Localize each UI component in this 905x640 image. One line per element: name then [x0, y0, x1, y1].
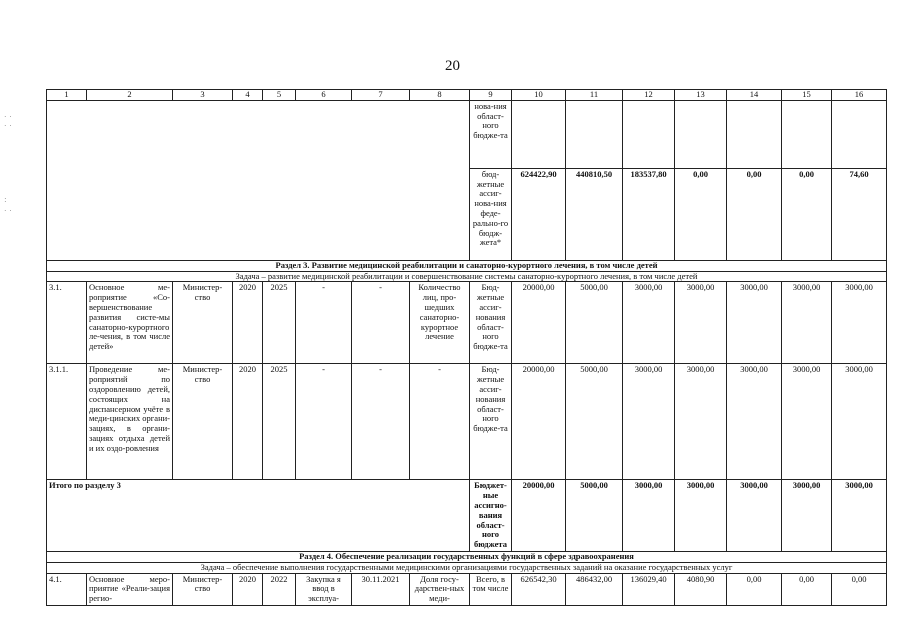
value-cell: 3000,00 [623, 282, 675, 364]
source-cell: Всего, в том числе [470, 573, 512, 605]
task-row [47, 271, 887, 282]
end-year: 2025 [263, 282, 296, 364]
col-header: 12 [623, 90, 675, 101]
value-cell: 440810,50 [566, 168, 623, 260]
executor: Министер-ство [173, 282, 233, 364]
col-header: 14 [727, 90, 782, 101]
value-cell: 3000,00 [675, 480, 727, 552]
col-header: 3 [173, 90, 233, 101]
col6-cell: - [296, 364, 352, 480]
value-cell: 0,00 [727, 168, 782, 260]
total-label: Итого по разделу 3 [47, 480, 470, 552]
col-header: 2 [87, 90, 173, 101]
section-4-title: Раздел 4. Обеспечение реализации государственных функций в сфере здравоохранения [47, 551, 887, 562]
value-cell: 3000,00 [782, 364, 832, 480]
value-cell: 3000,00 [832, 480, 887, 552]
source-cell: Бюд-жетные ассиг-нования област-ного бюдже-та [470, 364, 512, 480]
table-row [47, 573, 887, 605]
value-cell: 5000,00 [566, 282, 623, 364]
source-cell: бюд-жетные ассиг-нова-ния феде-рально-го бюдж-жета* [470, 168, 512, 260]
source-cell: нова-ния област-ного бюдже-та [470, 100, 512, 168]
source-cell: Бюджет-ные ассигно-вания област-ного бюджета [470, 480, 512, 552]
table-row [47, 100, 887, 168]
value-cell: 3000,00 [832, 364, 887, 480]
value-cell: 0,00 [782, 573, 832, 605]
start-year: 2020 [233, 573, 263, 605]
table-row [47, 364, 887, 480]
col7-cell: 30.11.2021 [352, 573, 410, 605]
value-cell: 626542,30 [512, 573, 566, 605]
section-title-row [47, 260, 887, 271]
value-cell: 0,00 [675, 168, 727, 260]
value-cell: 5000,00 [566, 364, 623, 480]
page-number: 20 [445, 58, 460, 74]
executor: Министер-ство [173, 573, 233, 605]
task-row [47, 562, 887, 573]
value-cell: 0,00 [727, 573, 782, 605]
col-header: 4 [233, 90, 263, 101]
value-cell: 3000,00 [832, 282, 887, 364]
end-year: 2025 [263, 364, 296, 480]
value-cell: 136029,40 [623, 573, 675, 605]
value-cell: 20000,00 [512, 282, 566, 364]
value-cell: 4080,90 [675, 573, 727, 605]
value-cell: 3000,00 [623, 480, 675, 552]
value-cell: 624422,90 [512, 168, 566, 260]
value-cell: 3000,00 [727, 282, 782, 364]
scan-mark: : . . [4, 195, 12, 213]
value-cell: 3000,00 [727, 480, 782, 552]
start-year: 2020 [233, 364, 263, 480]
measure-name: Проведение ме-роприятий по оздоровлению детей, состоящих на диспансерном учёте в меди-цинских органи-зациях, в органи-зациях отдыха детей и их оздо-ровления [87, 364, 173, 480]
col-header: 8 [410, 90, 470, 101]
section-3-task: Задача – развитие медицинской реабилитации и совершенствование системы санаторно-курортного лечения, в том числе детей [47, 271, 887, 282]
row-number: 3.1. [47, 282, 87, 364]
col-header: 1 [47, 90, 87, 101]
measure-name: Основное меро-приятие «Реали-зация регио- [87, 573, 173, 605]
row-number: 3.1.1. [47, 364, 87, 480]
value-cell: 0,00 [782, 168, 832, 260]
row-number: 4.1. [47, 573, 87, 605]
col6-cell: Закупка я ввод в эксплуа- [296, 573, 352, 605]
scan-mark: . . . . [4, 110, 12, 128]
col-header: 5 [263, 90, 296, 101]
end-year: 2022 [263, 573, 296, 605]
table-row [47, 282, 887, 364]
executor: Министер-ство [173, 364, 233, 480]
value-cell: 3000,00 [727, 364, 782, 480]
section-4-task: Задача – обеспечение выполнения государственными медицинскими организациями государственных заданий на оказание государственных услуг [47, 562, 887, 573]
col-header: 9 [470, 90, 512, 101]
budget-table [46, 89, 887, 606]
col7-cell: - [352, 282, 410, 364]
col-header: 7 [352, 90, 410, 101]
column-number-row [47, 90, 887, 101]
empty-cell [47, 100, 470, 260]
value-cell: 3000,00 [623, 364, 675, 480]
source-cell: Бюд-жетные ассиг-нования област-ного бюдже-та [470, 282, 512, 364]
start-year: 2020 [233, 282, 263, 364]
section-title-row [47, 551, 887, 562]
value-cell: 20000,00 [512, 364, 566, 480]
indicator: Доля госу-дарствен-ных меди- [410, 573, 470, 605]
value-cell: 0,00 [832, 573, 887, 605]
measure-name: Основное ме-роприятие «Со-вершенствование развития систе-мы санаторно-курортного ле-чения, в том числе детей» [87, 282, 173, 364]
value-cell: 486432,00 [566, 573, 623, 605]
col-header: 6 [296, 90, 352, 101]
col8-cell: - [410, 364, 470, 480]
col-header: 10 [512, 90, 566, 101]
indicator: Количество лиц, про-шедших санаторно-курортное лечение [410, 282, 470, 364]
value-cell: 3000,00 [675, 282, 727, 364]
col-header: 13 [675, 90, 727, 101]
value-cell: 3000,00 [782, 282, 832, 364]
value-cell: 3000,00 [675, 364, 727, 480]
value-cell: 74,60 [832, 168, 887, 260]
value-cell: 3000,00 [782, 480, 832, 552]
value-cell: 20000,00 [512, 480, 566, 552]
col-header: 16 [832, 90, 887, 101]
col-header: 11 [566, 90, 623, 101]
total-row [47, 480, 887, 552]
col7-cell: - [352, 364, 410, 480]
value-cell: 183537,80 [623, 168, 675, 260]
section-3-title: Раздел 3. Развитие медицинской реабилитации и санаторно-курортного лечения, в том числе детей [47, 260, 887, 271]
value-cell: 5000,00 [566, 480, 623, 552]
col-header: 15 [782, 90, 832, 101]
col6-cell: - [296, 282, 352, 364]
